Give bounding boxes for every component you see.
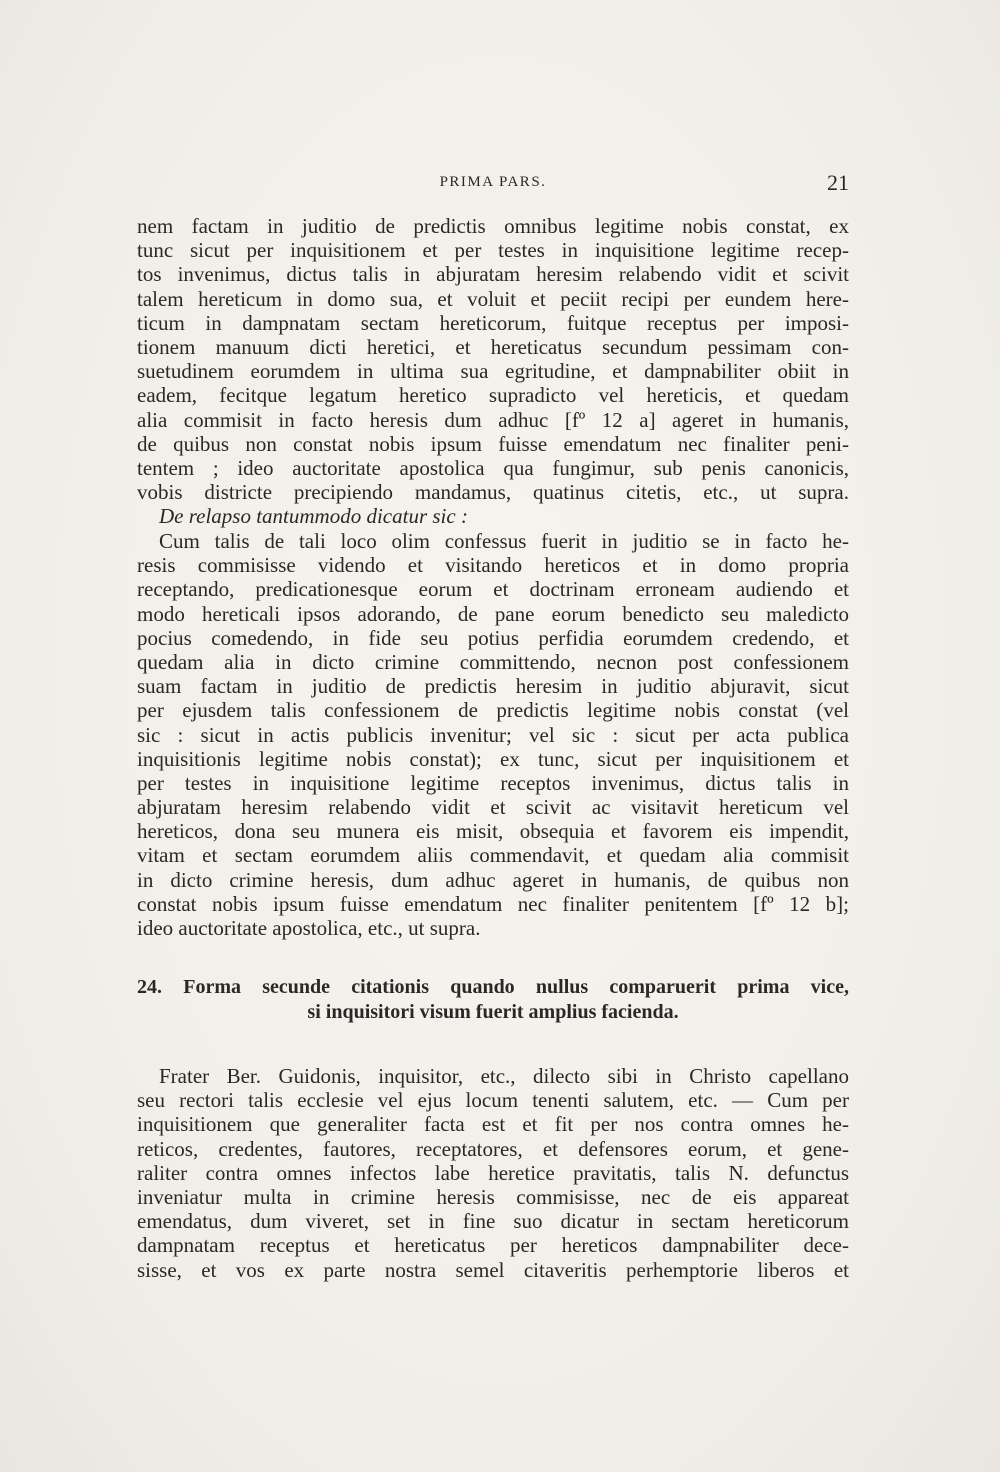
text-line: tionem manuum dicti heretici, et hereticatus secundum pessimam con- [137,334,849,359]
text-line: emendatus, dum viveret, set in fine suo dicatur in sectam hereticorum [137,1209,849,1234]
text-line: resis commisisse videndo et visitando hereticos et in domo propria [137,553,849,578]
text-line: quedam alia in dicto crimine committendo, necnon post confessionem [137,649,849,674]
text-line: inveniatur multa in crimine heresis commisisse, nec de eis appareat [137,1184,849,1209]
section-heading-line: si inquisitori visum fuerit amplius facienda. [307,1001,679,1023]
section-heading [137,975,849,1025]
paragraph-citation [137,1064,849,1282]
text-line: inquisitionem que generaliter facta est et fit per nos contra omnes he- [137,1112,849,1137]
text-line: abjuratam heresim relabendo vidit et scivit ac visitavit hereticum vel [137,795,849,820]
text-line: per ejusdem talis confessionem de predictis legitime nobis constat (vel [137,698,849,723]
paragraph-de-relapso [137,529,849,940]
text-line: eadem, fecitque legatum heretico supradicto vel hereticis, et quedam [137,383,849,408]
text-line: dampnatam receptus et hereticatus per hereticos dampnabiliter dece- [137,1233,849,1258]
text-line: Cum talis de tali loco olim confessus fuerit in juditio se in facto he- [159,529,849,553]
text-line: tunc sicut per inquisitionem et per testes in inquisitione legitime recep- [137,238,849,263]
running-head: PRIMA PARS. [439,174,547,190]
text-line: sic : sicut in actis publicis invenitur; vel sic : sicut per acta publica [137,722,849,747]
text-line: suam factam in juditio de predictis heresim in juditio abjuravit, sicut [137,674,849,699]
text-line: inquisitionis legitime nobis constat); ex tunc, sicut per inquisitionem et [137,746,849,771]
text-line: pocius comedendo, in fide seu potius perfidia eorumdem credendo, et [137,625,849,650]
section-heading-line: 24. Forma secunde citationis quando nullus comparuerit prima vice, [137,976,849,998]
text-line: de quibus non constat nobis ipsum fuisse emendatum nec finaliter peni- [137,431,849,456]
text-line: alia commisit in facto heresis dum adhuc [fº 12 a] ageret in humanis, [137,407,849,432]
page-header [137,170,849,200]
text-line: receptando, predicationesque eorum et doctrinam erroneam audiendo et [137,577,849,602]
text-line: ideo auctoritate apostolica, etc., ut supra. [137,916,481,940]
text-line: per testes in inquisitione legitime receptos invenimus, dictus talis in [137,770,849,795]
text-line: tos invenimus, dictus talis in abjuratam heresim relabendo vidit et scivit [137,262,849,287]
text-line: seu rectori talis ecclesie vel ejus locum tenenti salutem, etc. — Cum per [137,1088,849,1113]
text-line: suetudinem eorumdem in ultima sua egritudine, et dampnabiliter obiit in [137,359,849,384]
text-line: Frater Ber. Guidonis, inquisitor, etc., dilecto sibi in Christo capellano [159,1064,849,1088]
text-line: raliter contra omnes infectos labe heretice pravitatis, talis N. defunctus [137,1160,849,1185]
text-line: ticum in dampnatam sectam hereticorum, fuitque receptus per imposi- [137,310,849,335]
text-line: vitam et sectam eorumdem aliis commendavit, et quedam alia commisit [137,843,849,868]
text-line: sisse, et vos ex parte nostra semel citaveritis perhemptorie liberos et [137,1257,849,1282]
text-line: in dicto crimine heresis, dum adhuc ageret in humanis, de quibus non [137,867,849,892]
text-line: tentem ; ideo auctoritate apostolica qua fungimur, sub penis canonicis, [137,455,849,480]
page-number: 21 [827,170,849,195]
text-line: hereticos, dona seu munera eis misit, obsequia et favorem eis impendit, [137,819,849,844]
text-line: modo hereticali ipsos adorando, de pane eorum benedicto seu maledicto [137,601,849,626]
paragraph-continued [137,214,849,528]
text-line: nem factam in juditio de predictis omnibus legitime nobis constat, ex [137,214,849,238]
text-line: constat nobis ipsum fuisse emendatum nec finaliter penitentem [fº 12 b]; [137,891,849,916]
italic-instruction: De relapso tantummodo dicatur sic : [159,504,468,529]
text-line: reticos, credentes, fautores, receptatores, et defensores eorum, et gene- [137,1136,849,1161]
text-line: talem hereticum in domo sua, et voluit et peciit recipi per eundem here- [137,286,849,311]
text-line: vobis districte precipiendo mandamus, quatinus citetis, etc., ut supra. [137,480,849,505]
